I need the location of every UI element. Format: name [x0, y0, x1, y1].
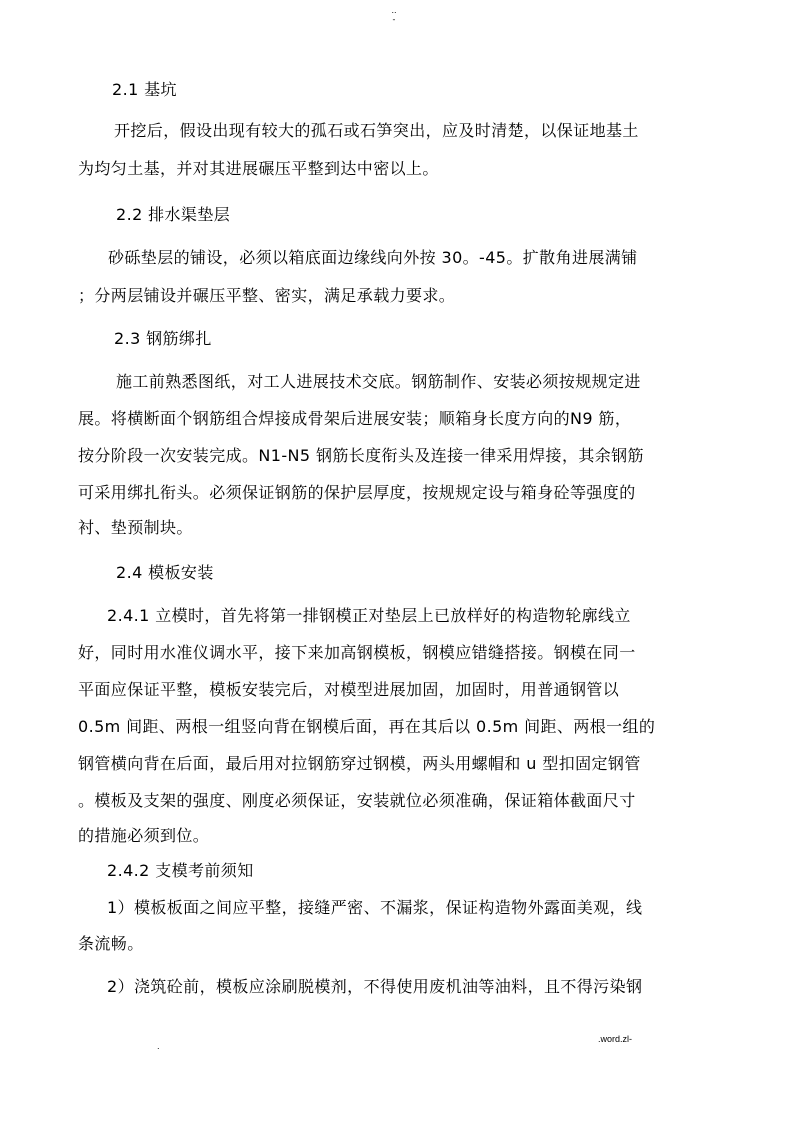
- section-2-3-title: 2.3 钢筋绑扎: [114, 329, 212, 348]
- section-2-1-line-2: 为均匀土基，并对其进展碾压平整到达中密以上。: [78, 159, 439, 178]
- section-2-3-line-2: 展。将横断面个钢筋组合焊接成骨架后进展安装；顺箱身长度方向的N9 筋，: [78, 409, 632, 428]
- section-2-4-title: 2.4 模板安装: [116, 563, 214, 582]
- section-2-1-title: 2.1 基坑: [112, 80, 177, 99]
- section-2-4-1-line-7: 的措施必须到位。: [78, 826, 210, 845]
- section-2-2-line-2: ；分两层铺设并碾压平整、密实，满足承载力要求。: [78, 286, 456, 305]
- section-2-4-1-line-4: 0.5m 间距、两根一组竖向背在钢模后面，再在其后以 0.5m 间距、两根一组的: [78, 717, 656, 736]
- section-2-3-line-4: 可采用绑扎衔头。必须保证钢筋的保护层厚度，按规规定设与箱身砼等强度的: [78, 483, 636, 502]
- section-2-3-line-5: 衬、垫预制块。: [78, 518, 193, 537]
- section-2-4-1-line-1: 2.4.1 立模时，首先将第一排钢模正对垫层上已放样好的构造物轮廓线立: [107, 606, 631, 625]
- section-2-4-1-line-5: 钢管横向背在后面，最后用对拉钢筋穿过钢模，两头用螺帽和 u 型扣固定钢管: [78, 754, 641, 773]
- section-2-2-line-1: 砂砾垫层的铺设，必须以箱底面边缘线向外按 30。-45。扩散角进展满铺: [108, 248, 638, 267]
- section-2-4-1-line-2: 好，同时用水准仪调水平，接下来加高钢模板，钢模应错缝搭接。钢模在同一: [78, 643, 636, 662]
- section-2-4-2-item-2-line-1: 2）浇筑砼前，模板应涂刷脱模剂，不得使用废机油等油料，且不得污染钢: [107, 977, 643, 996]
- section-2-4-1-line-3: 平面应保证平整，模板安装完后，对模型进展加固，加固时，用普通钢管以: [78, 680, 620, 699]
- section-2-4-2-item-1-line-2: 条流畅。: [78, 934, 144, 953]
- section-2-2-title: 2.2 排水渠垫层: [116, 205, 231, 224]
- page-footer: .word.zl-: [598, 1034, 633, 1044]
- section-2-4-2-title: 2.4.2 支模考前须知: [107, 861, 254, 880]
- header-mark-top: ..: [391, 6, 397, 15]
- page-header-mark: [384, 6, 404, 24]
- section-2-4-2-item-1-line-1: 1）模板板面之间应平整，接缝严密、不漏浆，保证构造物外露面美观，线: [107, 898, 643, 917]
- section-2-1-line-1: 开挖后，假设出现有较大的孤石或石笋突出，应及时清楚，以保证地基土: [114, 121, 639, 140]
- section-2-3-line-3: 按分阶段一次安装完成。N1-N5 钢筋长度衔头及连接一律采用焊接，其余钢筋: [78, 446, 644, 465]
- section-2-4-1-line-6: 。模板及支架的强度、刚度必须保证，安装就位必须准确，保证箱体截面尺寸: [78, 791, 636, 810]
- footer-dot: .: [157, 1042, 160, 1051]
- section-2-3-line-1: 施工前熟悉图纸，对工人进展技术交底。钢筋制作、安装必须按规规定进: [116, 372, 641, 391]
- header-mark-bottom: -: [392, 15, 396, 24]
